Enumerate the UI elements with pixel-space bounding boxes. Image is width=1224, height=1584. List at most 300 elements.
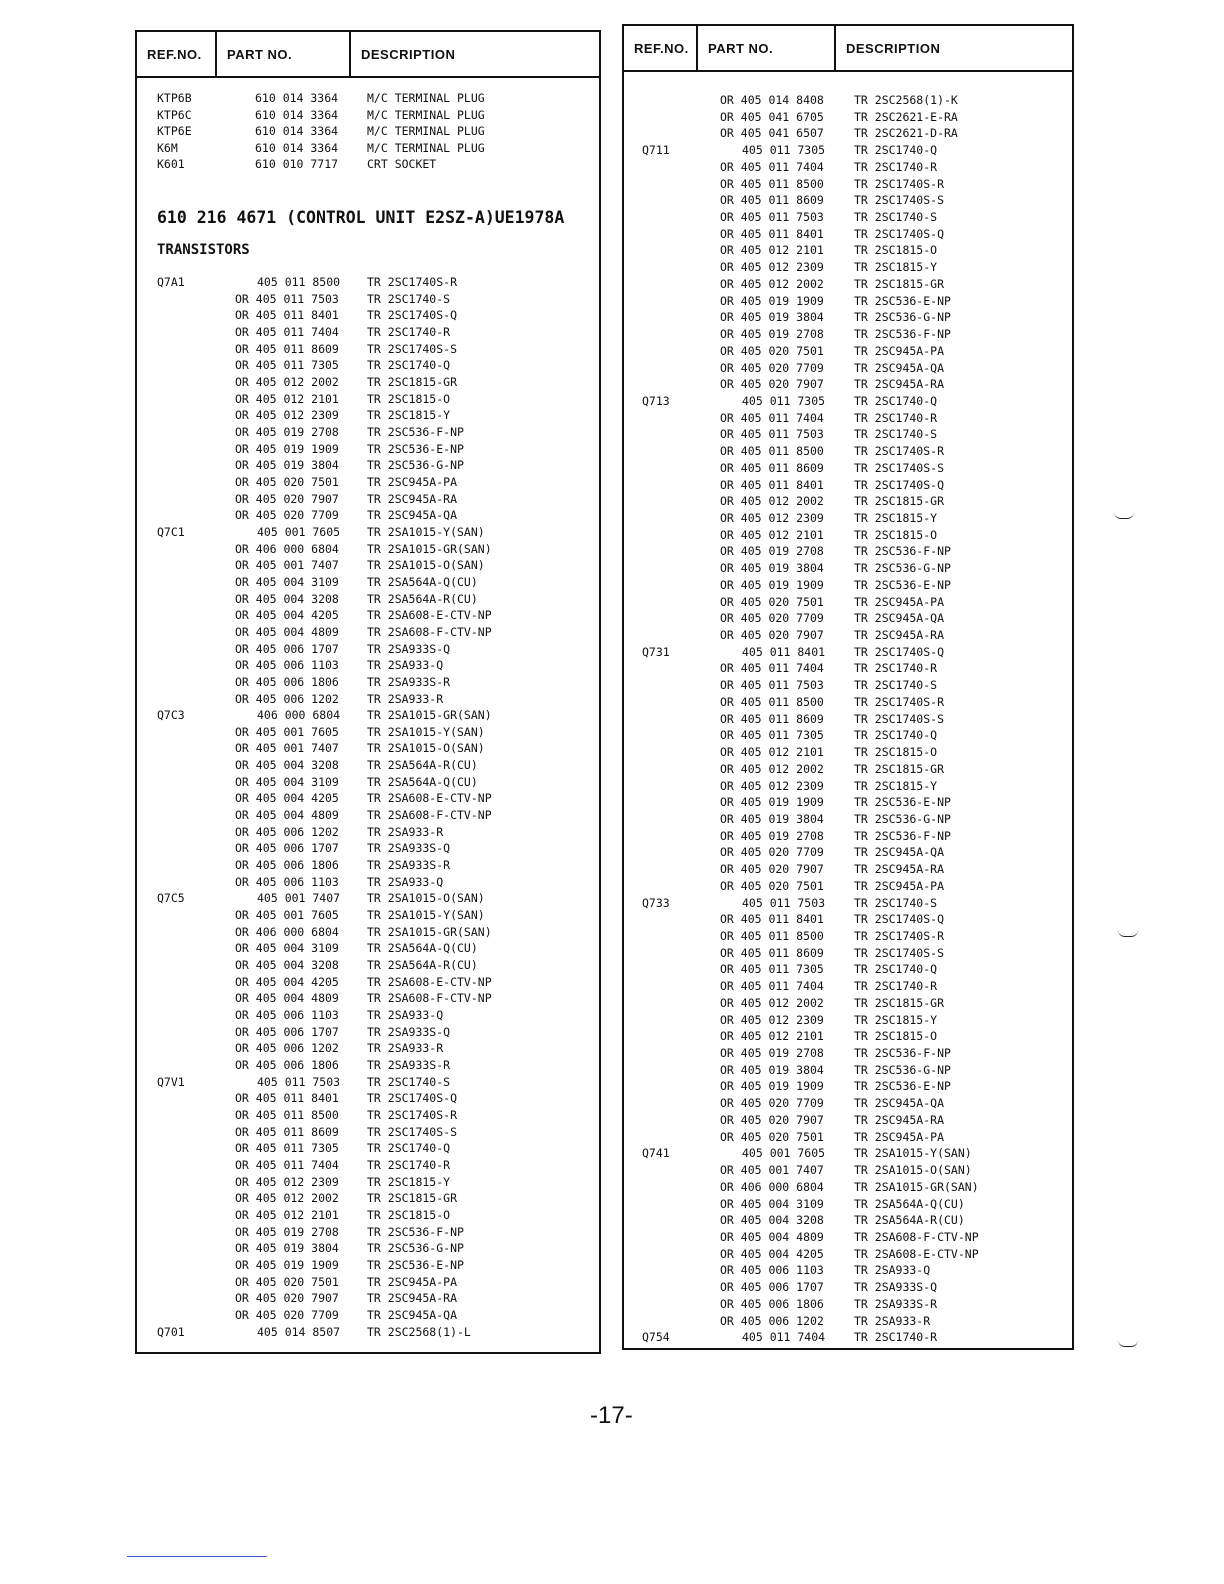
description-cell: TR 2SC1740-Q — [854, 728, 938, 743]
table-row — [137, 574, 599, 590]
table-row — [624, 761, 1072, 777]
part-no-cell: OR 405 012 2002 — [720, 494, 824, 509]
table-row — [137, 874, 599, 890]
part-no-cell: OR 405 011 8500 — [720, 444, 824, 459]
ref-no-cell: Q7A1 — [157, 275, 185, 289]
margin-mark — [1118, 1340, 1138, 1347]
description-cell: TR 2SC1740S-S — [854, 193, 945, 208]
description-cell: TR 2SA1015-Y(SAN) — [854, 1146, 972, 1161]
table-row — [137, 757, 599, 773]
table-row — [137, 274, 599, 290]
description-cell: TR 2SC536-G-NP — [854, 811, 951, 826]
description-cell: TR 2SA933-R — [367, 1041, 444, 1056]
part-no-cell: 405 011 7305 — [742, 143, 826, 158]
description-cell: TR 2SA564A-Q(CU) — [367, 574, 478, 589]
footer-rule — [127, 1556, 267, 1557]
table-row — [137, 1140, 599, 1156]
description-cell: TR 2SA933-Q — [367, 658, 444, 673]
description-cell: TR 2SC945A-RA — [854, 628, 945, 643]
description-cell: TR 2SC1815-O — [854, 243, 938, 258]
table-row — [624, 644, 1072, 660]
part-no-cell: OR 405 004 3208 — [235, 958, 339, 973]
description-cell: TR 2SC536-G-NP — [854, 1062, 951, 1077]
part-no-cell: OR 405 006 1806 — [235, 858, 339, 873]
table-row — [137, 790, 599, 806]
description-cell: TR 2SC1740S-Q — [854, 477, 945, 492]
description-cell: TR 2SC1815-O — [854, 1029, 938, 1044]
description-cell: TR 2SA1015-Y(SAN) — [367, 908, 485, 923]
description-cell: TR 2SA564A-Q(CU) — [367, 941, 478, 956]
table-row — [137, 1257, 599, 1273]
table-row — [137, 541, 599, 557]
description-cell: TR 2SC1740-S — [367, 291, 451, 306]
description-cell: TR 2SC1815-GR — [854, 761, 945, 776]
description-cell: TR 2SC945A-RA — [367, 491, 458, 506]
part-no-cell: OR 405 004 4205 — [235, 608, 339, 623]
ref-no-header: REF.NO. — [147, 46, 202, 62]
description-cell: M/C TERMINAL PLUG — [367, 107, 485, 122]
table-row — [624, 460, 1072, 476]
part-no-cell: OR 405 001 7605 — [235, 908, 339, 923]
left-col-divider-1 — [215, 32, 217, 76]
description-cell: TR 2SC536-E-NP — [367, 1257, 464, 1272]
part-no-cell: OR 405 004 4809 — [235, 808, 339, 823]
table-row — [624, 727, 1072, 743]
description-cell: M/C TERMINAL PLUG — [367, 124, 485, 139]
description-cell: TR 2SA608-F-CTV-NP — [854, 1229, 979, 1244]
part-no-cell: OR 405 004 4205 — [235, 791, 339, 806]
ref-no-cell: Q754 — [642, 1330, 670, 1345]
table-row — [137, 424, 599, 440]
description-cell: TR 2SC1740S-R — [367, 275, 458, 289]
table-row — [137, 1274, 599, 1290]
part-no-cell: OR 405 006 1806 — [720, 1296, 824, 1311]
part-no-cell: OR 405 012 2101 — [720, 1029, 824, 1044]
table-row — [624, 159, 1072, 175]
table-row — [137, 890, 599, 906]
part-no-cell: OR 405 011 7503 — [720, 210, 824, 225]
table-row — [137, 1024, 599, 1040]
part-no-cell: OR 405 004 3208 — [720, 1213, 824, 1228]
description-cell: TR 2SC1740-R — [367, 324, 451, 339]
table-row — [137, 1174, 599, 1190]
table-row — [624, 92, 1072, 108]
description-cell: TR 2SC945A-QA — [367, 508, 458, 523]
part-no-cell: OR 405 020 7501 — [720, 1129, 824, 1144]
description-cell: TR 2SA1015-O(SAN) — [367, 558, 485, 573]
description-cell: TR 2SC2621-E-RA — [854, 109, 958, 124]
right-table-header — [624, 26, 1072, 72]
table-row — [624, 844, 1072, 860]
description-cell: TR 2SA933S-Q — [367, 641, 451, 656]
description-cell: TR 2SC536-E-NP — [854, 795, 951, 810]
description-cell: TR 2SC1815-Y — [854, 778, 938, 793]
table-row — [137, 156, 599, 172]
description-cell: TR 2SC536-E-NP — [367, 441, 464, 456]
table-row — [137, 1040, 599, 1056]
part-no-cell: OR 405 011 8609 — [720, 460, 824, 475]
table-row — [624, 477, 1072, 493]
part-no-cell: OR 405 020 7709 — [720, 845, 824, 860]
table-row — [137, 1207, 599, 1223]
table-row — [624, 1062, 1072, 1078]
table-row — [624, 242, 1072, 258]
transistors-heading: TRANSISTORS — [157, 242, 250, 258]
table-row — [137, 457, 599, 473]
control-unit-title: 610 216 4671 (CONTROL UNIT E2SZ-A)UE1978A — [157, 208, 565, 227]
table-row — [137, 1157, 599, 1173]
description-cell: TR 2SC1740-Q — [367, 1141, 451, 1156]
ref-no-cell: KTP6C — [157, 107, 192, 122]
part-no-cell: OR 405 020 7907 — [720, 1112, 824, 1127]
description-cell: TR 2SC945A-RA — [367, 1291, 458, 1306]
part-no-cell: OR 405 006 1806 — [235, 674, 339, 689]
table-row — [137, 507, 599, 523]
table-row — [624, 309, 1072, 325]
table-row — [137, 123, 599, 139]
part-no-cell: OR 406 000 6804 — [235, 924, 339, 939]
table-row — [137, 840, 599, 856]
description-cell: TR 2SA933-R — [854, 1313, 931, 1328]
table-row — [137, 1224, 599, 1240]
part-no-header: PART NO. — [696, 26, 834, 70]
table-row — [624, 828, 1072, 844]
table-row — [624, 928, 1072, 944]
table-row — [137, 140, 599, 156]
part-no-cell: 405 001 7605 — [742, 1146, 826, 1161]
part-no-cell: OR 405 011 7305 — [720, 728, 824, 743]
table-row — [137, 924, 599, 940]
table-row — [624, 343, 1072, 359]
description-cell: TR 2SA933-Q — [367, 1008, 444, 1023]
table-row — [624, 1179, 1072, 1195]
description-cell: TR 2SC536-E-NP — [854, 293, 951, 308]
description-cell: TR 2SC1815-Y — [854, 511, 938, 525]
part-no-cell: OR 405 020 7709 — [235, 508, 339, 523]
part-no-cell: OR 405 019 2708 — [720, 327, 824, 342]
ref-no-cell: KTP6B — [157, 91, 192, 105]
table-row — [137, 391, 599, 407]
table-row — [137, 1090, 599, 1106]
part-no-cell: OR 405 020 7501 — [235, 474, 339, 489]
part-no-cell: OR 405 041 6507 — [720, 126, 824, 141]
description-cell: TR 2SC1740-S — [367, 1074, 451, 1089]
table-row — [137, 1074, 599, 1090]
part-no-cell: OR 405 004 3109 — [235, 774, 339, 789]
left-parts-table — [135, 30, 601, 1354]
part-no-cell: OR 405 020 7501 — [235, 1274, 339, 1289]
part-no-cell: OR 405 019 2708 — [720, 1046, 824, 1061]
description-cell: TR 2SC2621-D-RA — [854, 126, 958, 141]
description-cell: TR 2SC1740S-Q — [854, 912, 945, 927]
part-no-cell: OR 405 004 4809 — [235, 624, 339, 639]
description-cell: TR 2SC1815-Y — [854, 260, 938, 275]
part-no-cell: OR 405 020 7907 — [235, 491, 339, 506]
part-no-cell: OR 405 004 3208 — [235, 758, 339, 773]
table-row — [624, 878, 1072, 894]
part-no-cell: OR 406 000 6804 — [235, 541, 339, 556]
description-cell: TR 2SC536-F-NP — [854, 544, 951, 559]
description-cell: M/C TERMINAL PLUG — [367, 91, 485, 105]
part-no-cell: OR 405 011 8609 — [720, 711, 824, 726]
table-row — [624, 510, 1072, 526]
part-no-cell: OR 405 012 2101 — [235, 391, 339, 406]
part-no-cell: OR 405 006 1202 — [235, 824, 339, 839]
table-row — [624, 176, 1072, 192]
table-row — [624, 1229, 1072, 1245]
part-no-cell: OR 405 012 2101 — [720, 527, 824, 542]
description-cell: TR 2SA564A-R(CU) — [367, 958, 478, 973]
table-row — [624, 443, 1072, 459]
part-no-cell: OR 405 011 8500 — [235, 1108, 339, 1122]
part-no-cell: OR 405 019 3804 — [720, 310, 824, 325]
part-no-cell: OR 405 020 7907 — [235, 1291, 339, 1306]
part-no-cell: 405 011 8401 — [742, 644, 826, 659]
table-row — [624, 293, 1072, 309]
table-row — [137, 774, 599, 790]
part-no-cell: OR 405 019 2708 — [235, 1224, 339, 1239]
description-cell: TR 2SC536-G-NP — [367, 1241, 464, 1256]
table-row — [624, 895, 1072, 911]
table-row — [624, 393, 1072, 409]
description-cell: TR 2SC1740S-Q — [854, 644, 945, 659]
table-row — [624, 594, 1072, 610]
description-cell: CRT SOCKET — [367, 157, 437, 172]
table-row — [137, 1190, 599, 1206]
table-row — [137, 90, 599, 106]
part-no-cell: OR 405 012 2309 — [235, 1174, 339, 1189]
part-no-cell: OR 405 011 7503 — [235, 291, 339, 306]
table-row — [624, 259, 1072, 275]
table-row — [137, 307, 599, 323]
part-no-cell: OR 405 012 2101 — [235, 1207, 339, 1222]
ref-no-header: REF.NO. — [634, 40, 689, 56]
part-no-cell: OR 405 011 7404 — [235, 1157, 339, 1172]
part-no-cell: OR 405 012 2002 — [235, 374, 339, 389]
description-cell: TR 2SA1015-GR(SAN) — [367, 924, 492, 939]
ref-no-cell: Q7C1 — [157, 524, 185, 539]
part-no-cell: OR 405 019 2708 — [235, 424, 339, 439]
part-no-cell: OR 405 019 1909 — [235, 1257, 339, 1272]
description-cell: TR 2SC945A-QA — [854, 360, 945, 375]
description-cell: TR 2SC1740S-Q — [367, 308, 458, 323]
description-cell: TR 2SA933S-Q — [367, 1024, 451, 1039]
ref-no-cell: Q7V1 — [157, 1074, 185, 1089]
table-row — [137, 990, 599, 1006]
part-no-cell: OR 405 011 8609 — [235, 341, 339, 356]
table-row — [137, 1007, 599, 1023]
part-no-cell: OR 405 006 1806 — [235, 1058, 339, 1073]
description-cell: TR 2SC1740-S — [854, 895, 938, 910]
table-row — [624, 660, 1072, 676]
part-no-cell: OR 405 006 1707 — [720, 1280, 824, 1295]
part-no-cell: OR 405 011 7305 — [720, 962, 824, 977]
part-no-cell: OR 405 020 7907 — [720, 377, 824, 392]
part-no-cell: OR 405 020 7907 — [720, 862, 824, 877]
table-row — [624, 209, 1072, 225]
part-no-cell: OR 405 011 7404 — [720, 410, 824, 425]
description-cell: TR 2SC1740S-R — [854, 176, 945, 191]
ref-no-cell: Q713 — [642, 393, 670, 408]
table-row — [624, 1313, 1072, 1329]
table-row — [137, 557, 599, 573]
table-row — [624, 945, 1072, 961]
description-cell: TR 2SA933-Q — [854, 1263, 931, 1278]
description-cell: TR 2SC1740S-S — [854, 945, 945, 960]
description-cell: TR 2SC536-E-NP — [854, 577, 951, 592]
table-row — [624, 811, 1072, 827]
part-no-cell: OR 405 011 8500 — [720, 929, 824, 943]
description-cell: TR 2SC536-F-NP — [367, 424, 464, 439]
description-cell: TR 2SC1740-S — [854, 210, 938, 225]
table-row — [137, 740, 599, 756]
part-no-cell: OR 405 004 4205 — [720, 1246, 824, 1261]
description-cell: TR 2SC945A-RA — [854, 1112, 945, 1127]
description-cell: TR 2SA1015-O(SAN) — [367, 891, 485, 906]
part-no-cell: OR 405 012 2002 — [235, 1191, 339, 1206]
part-no-cell: OR 405 012 2309 — [235, 408, 339, 423]
table-row — [624, 226, 1072, 242]
table-row — [137, 1240, 599, 1256]
table-row — [137, 1307, 599, 1323]
part-no-cell: OR 405 012 2309 — [720, 1012, 824, 1027]
description-cell: TR 2SC1815-GR — [367, 1191, 458, 1206]
table-row — [624, 694, 1072, 710]
description-cell: TR 2SC536-F-NP — [854, 828, 951, 843]
part-no-cell: OR 405 020 7501 — [720, 878, 824, 893]
description-cell: TR 2SA564A-R(CU) — [367, 591, 478, 606]
description-cell: TR 2SC1740-R — [854, 979, 938, 994]
part-no-cell: OR 405 006 1202 — [235, 691, 339, 706]
part-no-cell: 610 014 3364 — [255, 91, 339, 105]
table-row — [137, 807, 599, 823]
table-row — [624, 911, 1072, 927]
description-cell: TR 2SC536-G-NP — [854, 310, 951, 325]
table-row — [137, 657, 599, 673]
part-no-cell: OR 405 011 8401 — [720, 477, 824, 492]
ref-no-cell: K6M — [157, 140, 178, 155]
part-no-cell: OR 405 011 8500 — [720, 694, 824, 709]
description-cell: TR 2SC945A-QA — [854, 1096, 945, 1111]
table-row — [624, 543, 1072, 559]
ref-no-cell: Q711 — [642, 143, 670, 158]
description-cell: TR 2SA564A-Q(CU) — [854, 1196, 965, 1211]
description-cell: TR 2SC1740-S — [854, 427, 938, 442]
description-header: DESCRIPTION — [834, 26, 1072, 70]
part-no-cell: OR 405 004 3109 — [720, 1196, 824, 1211]
part-no-cell: OR 405 006 1103 — [235, 1008, 339, 1023]
part-no-cell: OR 405 006 1103 — [235, 874, 339, 889]
table-row — [624, 711, 1072, 727]
description-cell: TR 2SC536-G-NP — [367, 458, 464, 473]
part-no-cell: 406 000 6804 — [257, 708, 341, 723]
table-row — [137, 907, 599, 923]
ref-no-cell: Q731 — [642, 644, 670, 659]
table-row — [624, 109, 1072, 125]
table-row — [624, 1078, 1072, 1094]
description-cell: TR 2SC2568(1)-L — [367, 1324, 471, 1339]
table-row — [137, 357, 599, 373]
table-row — [137, 441, 599, 457]
part-no-cell: OR 405 006 1103 — [720, 1263, 824, 1278]
table-row — [624, 961, 1072, 977]
part-no-cell: OR 405 011 7503 — [720, 678, 824, 693]
part-no-cell: 405 011 7404 — [742, 1330, 826, 1345]
description-cell: TR 2SA933S-R — [367, 674, 451, 689]
description-cell: TR 2SA564A-Q(CU) — [367, 774, 478, 789]
part-no-cell: OR 405 006 1103 — [235, 658, 339, 673]
part-no-cell: OR 405 012 2002 — [720, 276, 824, 291]
part-no-cell: OR 405 019 3804 — [720, 561, 824, 576]
part-no-cell: 610 010 7717 — [255, 157, 339, 172]
description-cell: TR 2SA933S-R — [367, 1058, 451, 1073]
part-no-cell: 610 014 3364 — [255, 124, 339, 139]
description-cell: TR 2SC1740S-S — [854, 711, 945, 726]
description-cell: TR 2SA608-E-CTV-NP — [367, 791, 492, 806]
table-row — [624, 794, 1072, 810]
description-cell: TR 2SC1740-R — [854, 1330, 938, 1345]
part-no-cell: OR 405 020 7907 — [720, 628, 824, 643]
table-row — [137, 857, 599, 873]
description-cell: TR 2SC945A-PA — [367, 474, 458, 489]
description-cell: TR 2SC1740-R — [854, 410, 938, 425]
description-cell: TR 2SC1815-Y — [367, 1174, 451, 1189]
table-row — [624, 192, 1072, 208]
part-no-cell: OR 405 020 7709 — [720, 360, 824, 375]
part-no-cell: OR 405 011 8609 — [235, 1124, 339, 1139]
description-cell: TR 2SC945A-PA — [367, 1274, 458, 1289]
description-cell: TR 2SA564A-R(CU) — [854, 1213, 965, 1228]
table-row — [137, 1290, 599, 1306]
part-no-cell: 405 001 7407 — [257, 891, 341, 906]
right-parts-table — [622, 24, 1074, 1350]
table-row — [137, 974, 599, 990]
table-row — [624, 577, 1072, 593]
table-row — [624, 426, 1072, 442]
description-cell: TR 2SC2568(1)-K — [854, 93, 958, 107]
description-cell: TR 2SC536-E-NP — [854, 1079, 951, 1094]
ref-no-cell: KTP6E — [157, 124, 192, 139]
margin-mark — [1114, 512, 1134, 519]
description-cell: TR 2SC1740-Q — [367, 358, 451, 373]
part-no-cell: OR 405 011 7305 — [235, 358, 339, 373]
table-row — [624, 1212, 1072, 1228]
part-no-cell: OR 405 004 4809 — [235, 991, 339, 1006]
description-cell: TR 2SC1740S-Q — [854, 226, 945, 241]
table-row — [624, 1145, 1072, 1161]
part-no-cell: OR 405 011 7404 — [720, 661, 824, 676]
part-no-cell: 610 014 3364 — [255, 107, 339, 122]
description-cell: TR 2SC1815-O — [854, 527, 938, 542]
description-cell: TR 2SC945A-PA — [854, 1129, 945, 1144]
part-no-cell: OR 405 012 2002 — [720, 761, 824, 776]
description-cell: TR 2SC1740S-Q — [367, 1091, 458, 1106]
description-cell: TR 2SA608-F-CTV-NP — [367, 991, 492, 1006]
table-row — [624, 1045, 1072, 1061]
part-no-cell: OR 405 004 4205 — [235, 974, 339, 989]
table-row — [137, 957, 599, 973]
table-row — [137, 374, 599, 390]
description-cell: TR 2SA1015-Y(SAN) — [367, 724, 485, 739]
description-cell: TR 2SC1740S-S — [367, 341, 458, 356]
table-row — [624, 778, 1072, 794]
part-no-cell: 405 001 7605 — [257, 524, 341, 539]
description-cell: TR 2SC1815-GR — [854, 995, 945, 1010]
table-row — [624, 1012, 1072, 1028]
description-cell: TR 2SC536-G-NP — [854, 561, 951, 576]
description-cell: TR 2SC945A-RA — [854, 862, 945, 877]
table-row — [624, 493, 1072, 509]
